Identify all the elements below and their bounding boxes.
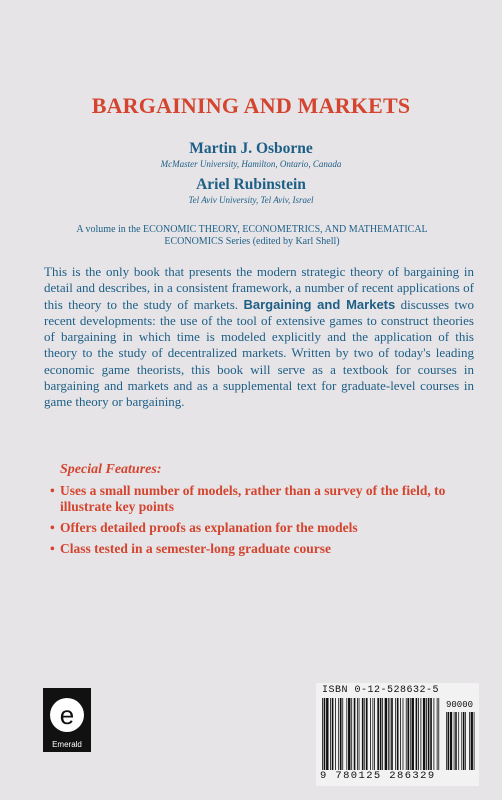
- special-features-heading: Special Features:: [60, 462, 162, 477]
- special-features-list: [50, 483, 480, 562]
- isbn-barcode-icon: [322, 698, 440, 770]
- description-part-1: This is the only book that presents the modern strategic theory of bargaining in detail and describes, in a consistent framework, a number of recent applications of this theory to the study of markets.: [44, 264, 474, 312]
- isbn-label: ISBN 0-12-528632-5: [322, 685, 440, 696]
- author-name-2: Ariel Rubinstein: [196, 176, 306, 193]
- feature-item: • Class tested in a semester-long graduate course: [50, 541, 480, 557]
- book-title: BARGAINING AND MARKETS: [91, 93, 411, 118]
- ean-number: 9 780125 286329: [320, 770, 436, 782]
- author-affiliation-1: McMaster University, Hamilton, Ontario, Canada: [160, 159, 342, 169]
- author-affiliation-2: Tel Aviv University, Tel Aviv, Israel: [188, 195, 314, 205]
- logo-letter: e: [59, 700, 75, 730]
- series-note: A volume in the ECONOMIC THEORY, ECONOMETRICS, AND MATHEMATICAL ECONOMICS Series (edited by Karl Shell): [76, 224, 428, 247]
- price-barcode-icon: [446, 712, 476, 770]
- publisher-logo: [43, 688, 91, 752]
- publisher-name: Emerald: [52, 740, 82, 749]
- author-name-1: Martin J. Osborne: [189, 140, 313, 157]
- price-code: 90000: [446, 700, 474, 710]
- feature-item: • Offers detailed proofs as explanation for the models: [50, 520, 480, 536]
- book-description: [44, 264, 474, 411]
- description-book-name: Bargaining and Markets: [243, 296, 396, 312]
- feature-item: • Uses a small number of models, rather than a survey of the field, to illustrate key points: [50, 483, 480, 515]
- description-part-2: discusses two recent developments: the use of the tool of extensive games to construct theories of bargaining in which time is modeled explicitly and the application of this theory to the study of decentralized markets. Written by two of today's leading economic game theorists, this book will serve as a textbook for courses in bargaining and markets and as a supplemental text for graduate-level courses in game theory or bargaining.: [44, 296, 475, 410]
